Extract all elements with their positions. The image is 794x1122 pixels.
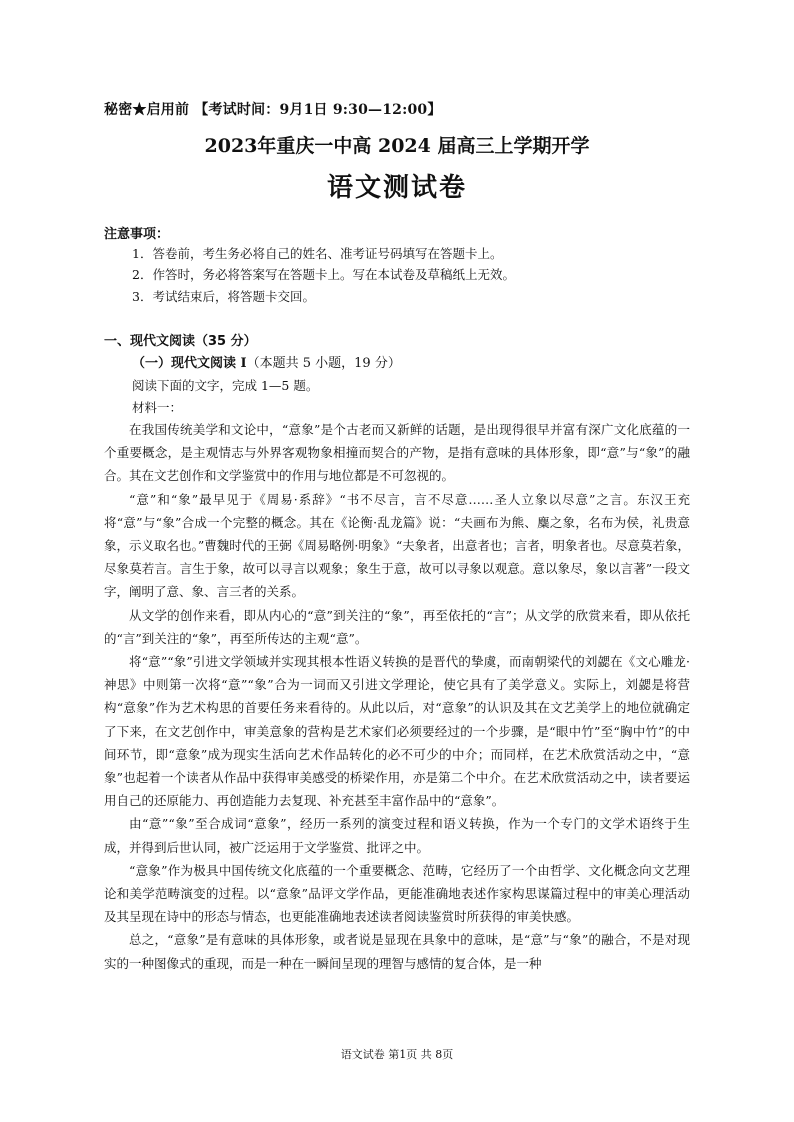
passage-paragraph: 在我国传统美学和文论中，“意象”是个古老而又新鲜的话题，是出现得很早并富有深广文化底蕴的一个重要概念，是主观情志与外界客观物象相撞而契合的产物，是指有意味的具体形象，即“意”与“象”的融合。其在文艺创作和文学鉴赏中的作用与地位都是不可忽视的。 [104, 422, 690, 484]
note-item: 3．考试结束后，将答题卡交回。 [132, 289, 315, 304]
material-label: 材料一： [132, 400, 183, 415]
passage-paragraph: 从文学的创作来看，即从内心的“意”到关注的“象”，再至依托的“言”；从文学的欣赏来看，即从依托的“言”到关注的“象”，再至所传达的主观“意”。 [104, 607, 690, 646]
subsection-title-note: （本题共 5 小题，19 分） [246, 356, 401, 371]
section-title: 一、现代文阅读（35 分） [104, 334, 257, 349]
passage-paragraph: 总之，“意象”是有意味的具体形象，或者说是显现在具象中的意味，是“意”与“象”的融合，不是对现实的一种图像式的重现，而是一种在一瞬间呈现的理智与感情的复合体，是一种 [104, 932, 690, 971]
passage-paragraph: 由“意”“象”至合成词“意象”，经历一系列的演变过程和语义转换，作为一个专门的文学术语终于生成，并得到后世认同，被广泛运用于文学鉴赏、批评之中。 [104, 816, 690, 855]
confidential-exam-time: 秘密★启用前 【考试时间：9月1日 9:30—12:00】 [104, 102, 442, 118]
notes-title: 注意事项： [104, 227, 170, 242]
subsection-title-bold: （一）现代文阅读 I [132, 356, 247, 371]
passage-paragraph: 将“意”“象”引进文学领域并实现其根本性语义转换的是晋代的挚虞，而南朝梁代的刘勰在《文心雕龙·神思》中则第一次将“意”“象”合为一词而又引进文学理论，使它具有了美学意义。实际上，刘勰是将营构“意象”作为艺术构思的首要任务来看待的。从此以后，对“意象”的认识及其在文艺美学上的地位就确定了下来，在文艺创作中，审美意象的营构是艺术家们必须要经过的一个步骤，是“眼中竹”至“胸中竹”的中间环节，即“意象”成为现实生活向艺术作品转化的必不可少的中介；而同样，在艺术欣赏活动之中，“意象”也起着一个读者从作品中获得审美感受的桥梁作用，亦是第二个中介。在艺术欣赏活动之中，读者要运用自己的还原能力、再创造能力去复现、补充甚至丰富作品中的“意象”。 [104, 654, 690, 809]
exam-title: 2023年重庆一中高 2024 届高三上学期开学 [204, 135, 590, 157]
passage-paragraph: “意”和“象”最早见于《周易·系辞》“书不尽言，言不尽意……圣人立象以尽意”之言。东汉王充将“意”与“象”合成一个完整的概念。其在《论衡·乱龙篇》说：“夫画布为熊、麋之象，名布为侯，礼贵意象，示义取名也。”曹魏时代的王弼《周易略例·明象》“夫象者，出意者也；言者，明象者也。尽意莫若象，尽象莫若言。言生于象，故可以寻言以观象；象生于意，故可以寻象以观意。意以象尽，象以言著”一段文字，阐明了意、象、言三者的关系。 [104, 491, 690, 600]
page-footer: 语文试卷 第1页 共 8页 [340, 1048, 454, 1061]
subsection-title [132, 352, 401, 371]
passage-body [104, 418, 690, 975]
note-item: 1．答卷前，考生务必将自己的姓名、准考证号码填写在答题卡上。 [132, 246, 503, 261]
note-item: 2．作答时，务必将答案写在答题卡上。写在本试卷及草稿纸上无效。 [132, 267, 515, 282]
exam-subtitle: 语文测试卷 [326, 173, 467, 203]
passage-paragraph: “意象”作为极具中国传统文化底蕴的一个重要概念、范畴，它经历了一个由哲学、文化概念向文艺理论和美学范畴演变的过程。以“意象”品评文学作品，更能准确地表述作家构思谋篇过程中的审美心理活动及其呈现在诗中的形态与情态，也更能准确地表述读者阅读鉴赏时所获得的审美快感。 [104, 862, 690, 925]
reading-instruction: 阅读下面的文字，完成 1—5 题。 [132, 378, 319, 393]
